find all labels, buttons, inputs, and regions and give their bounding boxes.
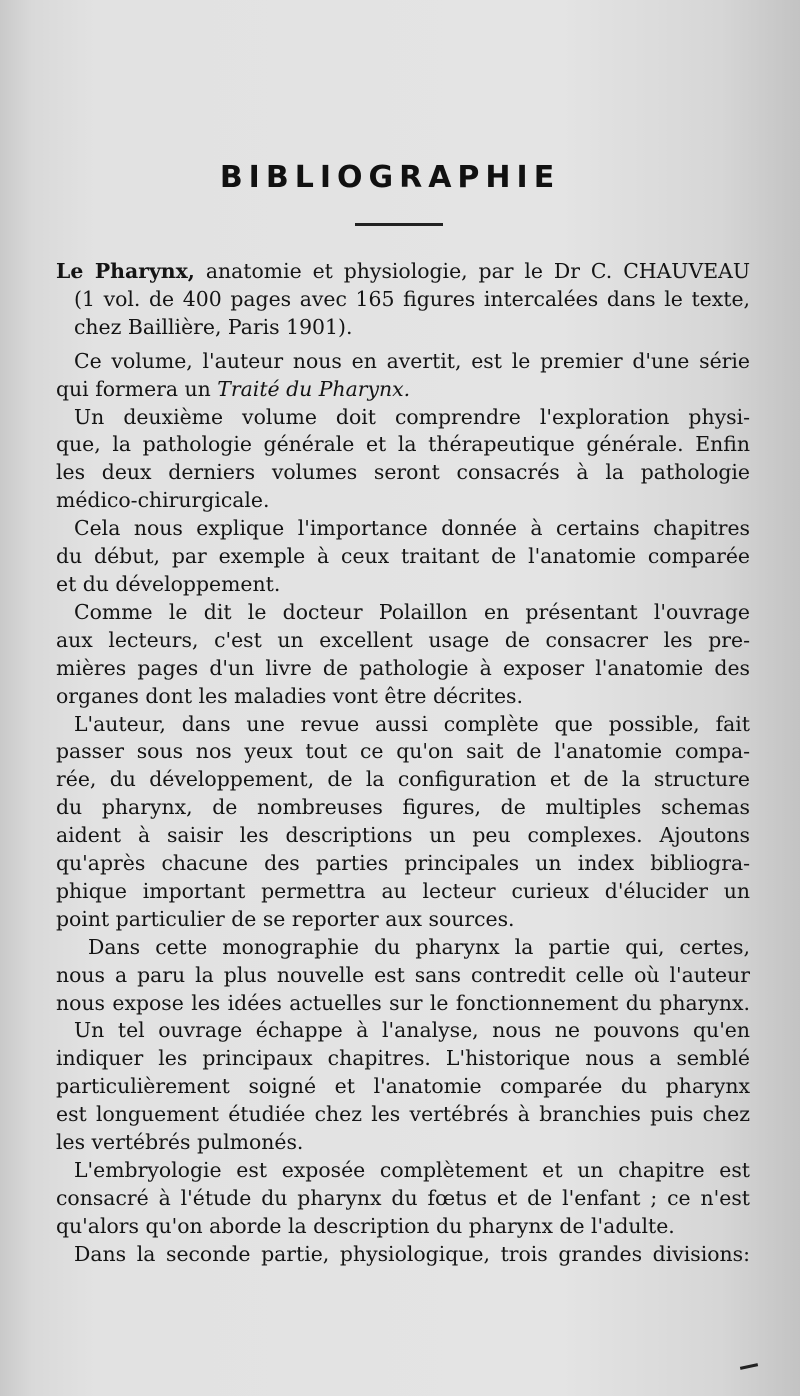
paragraph-line: L'auteur, dans une revue aussi complète que possible, fait — [74, 711, 750, 736]
paragraph-line: Cela nous explique l'importance donnée à certains chapitres — [74, 516, 750, 541]
paragraph-line: Un deuxième volume doit comprendre l'exploration physi- — [74, 404, 750, 429]
paragraph-line: du début, par exemple à ceux traitant de l'anatomie comparée — [56, 544, 750, 569]
paragraph-line: Un tel ouvrage échappe à l'analyse, nous ne pouvons qu'en — [74, 1018, 750, 1043]
entry-line-1 — [56, 258, 750, 286]
paragraph-line: et du développement. — [56, 571, 281, 596]
paragraph-line: médico-chirurgicale. — [56, 488, 270, 513]
paragraph-line: qu'alors qu'on aborde la description du pharynx de l'adulte. — [56, 1213, 675, 1238]
italic-title: Traité du Pharynx. — [217, 376, 411, 401]
paragraph-line: aident à saisir les descriptions un peu complexes. Ajoutons — [56, 823, 750, 848]
title-rule — [355, 223, 443, 226]
paragraph-line: Comme le dit le docteur Polaillon en présentant l'ouvrage — [74, 599, 750, 624]
paragraph-line: particulièrement soigné et l'anatomie comparée du pharynx — [56, 1074, 750, 1099]
entry-line-2: (1 vol. de 400 pages avec 165 figures intercalées dans le texte, — [74, 286, 750, 311]
paragraph-line: les vertébrés pulmonés. — [56, 1130, 304, 1155]
paragraph-line: Dans la seconde partie, physiologique, trois grandes divisions: — [74, 1241, 750, 1266]
page-mark — [740, 1363, 758, 1370]
paragraph-line: aux lecteurs, c'est un excellent usage de consacrer les pre- — [56, 627, 750, 652]
paragraph-line: Ce volume, l'auteur nous en avertit, est le premier d'une série — [74, 348, 750, 373]
paragraph-line: indiquer les principaux chapitres. L'historique nous a semblé — [56, 1046, 750, 1071]
entry-header-rest: anatomie et physiologie, par le Dr C. CHAUVEAU — [205, 259, 751, 283]
page-title: BIBLIOGRAPHIE — [219, 160, 561, 195]
paragraph-line: les deux derniers volumes seront consacrés à la pathologie — [56, 460, 750, 485]
paragraph-line: organes dont les maladies vont être décrites. — [56, 683, 523, 708]
paragraph-line: passer sous nos yeux tout ce qu'on sait de l'anatomie compa- — [56, 739, 750, 764]
paragraph-line: que, la pathologie générale et la thérapeutique générale. Enfin — [56, 432, 750, 457]
book-title: Le Pharynx, — [56, 259, 195, 283]
body-text — [56, 258, 750, 1269]
paragraph-line: L'embryologie est exposée complètement et un chapitre est — [74, 1158, 750, 1182]
paragraph-line: nous a paru la plus nouvelle est sans contredit celle où l'auteur — [56, 962, 750, 987]
paragraph-line: Dans cette monographie du pharynx la partie qui, certes, — [88, 934, 750, 959]
paragraph-line: qu'après chacune des parties principales un index bibliogra- — [56, 851, 750, 876]
paragraph-line: du pharynx, de nombreuses figures, de multiples schemas — [56, 795, 750, 820]
paragraph-line: consacré à l'étude du pharynx du fœtus et de l'enfant ; ce n'est — [56, 1185, 750, 1210]
entry-line-3: chez Baillière, Paris 1901). — [74, 314, 353, 339]
paragraph-line: qui formera un Traité du Pharynx. — [56, 376, 411, 401]
paragraph-line: point particulier de se reporter aux sources. — [56, 906, 515, 931]
paragraph-line: rée, du développement, de la configuration et de la structure — [56, 767, 750, 792]
paragraph-line: phique important permettra au lecteur curieux d'élucider un — [56, 878, 750, 903]
paragraph-line: mières pages d'un livre de pathologie à exposer l'anatomie des — [56, 655, 750, 680]
paragraph-line: est longuement étudiée chez les vertébrés à branchies puis chez — [56, 1102, 750, 1127]
paragraph-line: nous expose les idées actuelles sur le fonctionnement du pharynx. — [56, 990, 750, 1015]
